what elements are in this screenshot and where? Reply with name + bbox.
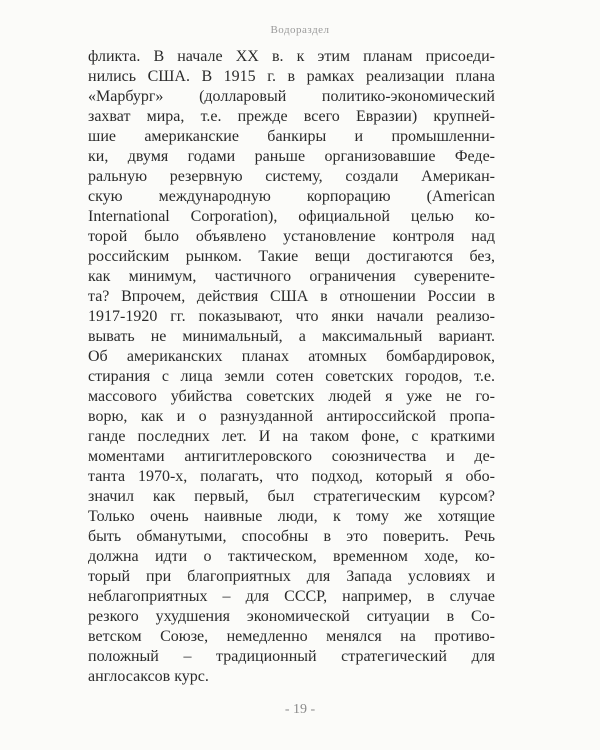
text-line: вывать не минимальный, а максимальный вариант.: [88, 328, 495, 345]
text-line: ки, двумя годами раньше организовавшие Феде-: [88, 148, 495, 165]
text-line: ральную резервную систему, создали Американ-: [88, 168, 495, 185]
text-line: торый при благоприятных для Запада условиях и: [88, 568, 495, 585]
text-line: скую международную корпорацию (American: [88, 188, 495, 205]
text-line: Об американских планах атомных бомбардировок,: [88, 348, 495, 365]
text-line: ворю, как и о разнузданной антироссийской пропа-: [88, 408, 495, 425]
text-line: значил как первый, был стратегическим курсом?: [88, 488, 495, 505]
running-header: Водораздел: [270, 24, 330, 36]
text-line: фликта. В начале XX в. к этим планам присоеди-: [88, 48, 495, 65]
text-line: торой было объявлено установление контроля над: [88, 228, 495, 245]
text-line: нились США. В 1915 г. в рамках реализации плана: [88, 68, 495, 85]
text-line: должна идти о тактическом, временном ходе, ко-: [88, 548, 495, 565]
text-line: резкого ухудшения экономической ситуации в Со-: [88, 608, 495, 625]
text-line: 1917-1920 гг. показывают, что янки начали реализо-: [88, 308, 495, 325]
text-line: ветском Союзе, немедленно менялся на противо-: [88, 628, 495, 645]
text-line: захват мира, т.е. прежде всего Евразии) крупней-: [88, 108, 495, 125]
text-line: та? Впрочем, действия США в отношении России в: [88, 288, 495, 305]
text-line: быть обманутыми, способны в это поверить. Речь: [88, 528, 495, 545]
text-line: как минимум, частичного ограничения суверените-: [88, 268, 495, 285]
text-line: танта 1970-х, полагать, что подход, который я обо-: [88, 468, 495, 485]
text-line: моментами антигитлеровского союзничества и де-: [88, 448, 495, 465]
text-line: шие американские банкиры и промышленни-: [88, 128, 495, 145]
text-line: англосаксов курс.: [88, 668, 209, 685]
text-line: стирания с лица земли сотен советских городов, т.е.: [88, 368, 495, 385]
text-line: положный – традиционный стратегический для: [88, 648, 495, 665]
text-line: массового убийства советских людей я уже не го-: [88, 388, 495, 405]
text-line: «Марбург» (долларовый политико-экономический: [88, 88, 495, 105]
text-line: Только очень наивные люди, к тому же хотящие: [88, 508, 495, 525]
text-line: ганде последних лет. И на таком фоне, с краткими: [88, 428, 495, 445]
page-number: - 19 -: [284, 702, 316, 717]
text-line: International Corporation), официальной целью ко-: [88, 208, 495, 225]
text-line: неблагоприятных – для СССР, например, в случае: [88, 588, 495, 605]
text-line: российским рынком. Такие вещи достигаются без,: [88, 248, 495, 265]
